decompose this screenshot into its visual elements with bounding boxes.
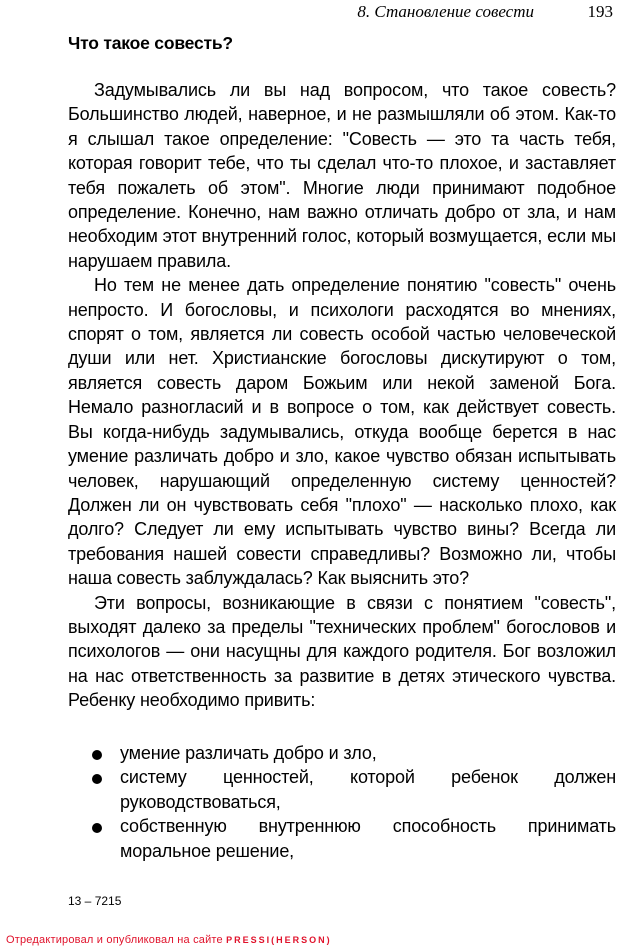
section-heading: Что такое совесть? xyxy=(68,33,233,53)
watermark-prefix: Отредактировал и опубликовал на сайте xyxy=(6,934,223,946)
watermark-brand: PRESSI(HERSON) xyxy=(226,935,332,945)
watermark xyxy=(6,934,332,946)
bullet-list xyxy=(68,741,616,863)
list-item-text: систему ценностей, которой ребенок должен руководствоваться, xyxy=(120,767,616,812)
printer-signature: 13 – 7215 xyxy=(68,894,122,908)
page-number: 193 xyxy=(587,2,613,21)
paragraph: Задумывались ли вы над вопросом, что такое совесть? Большинство людей, наверное, и не размышляли об этом. Как-то я слышал такое определение: "Совесть — это та часть тебя, которая говорит тебе, что ты сделал что-то плохое, и заставляет тебя пожалеть об этом". Многие люди принимают подобное определение. Конечно, нам важно отличать добро от зла, и нам необходим этот внутренний голос, который возмущается, если мы нарушаем правила. xyxy=(68,80,616,271)
list-item xyxy=(68,814,616,863)
bullet-icon xyxy=(92,823,102,833)
running-title: 8. Становление совести xyxy=(357,2,534,21)
body-text xyxy=(68,78,616,713)
list-item-text: умение различать добро и зло, xyxy=(120,743,377,763)
paragraph: Но тем не менее дать определение понятию "совесть" очень непросто. И богословы, и психологи расходятся во мнениях, спорят о том, является ли совесть особой частью человеческой души или нет. Христианские богословы дискутируют о том, является совесть даром Божьим или некой заменой Бога. Немало разногласий и в вопросе о том, как действует совесть. Вы когда-нибудь задумывались, откуда вообще берется в нас умение различать добро и зло, какое чувство обязан испытывать человек, нарушающий определенную систему ценностей? Должен ли он чувствовать себя "плохо" — насколько плохо, как долго? Следует ли ему испытывать чувство вины? Всегда ли требования нашей совести справедливы? Возможно ли, чтобы наша совесть заблуждалась? Как выяснить это? xyxy=(68,275,616,589)
list-item xyxy=(68,741,616,765)
page-header xyxy=(0,2,620,24)
bullet-icon xyxy=(92,750,102,760)
list-item-text: собственную внутреннюю способность принимать моральное решение, xyxy=(120,816,616,861)
bullet-icon xyxy=(92,774,102,784)
paragraph: Эти вопросы, возникающие в связи с понятием "совесть", выходят далеко за пределы "технических проблем" богословов и психологов — они насущны для каждого родителя. Бог возложил на нас ответственность за развитие в детях этического чувства. Ребенку необходимо привить: xyxy=(68,592,616,711)
list-item xyxy=(68,765,616,814)
